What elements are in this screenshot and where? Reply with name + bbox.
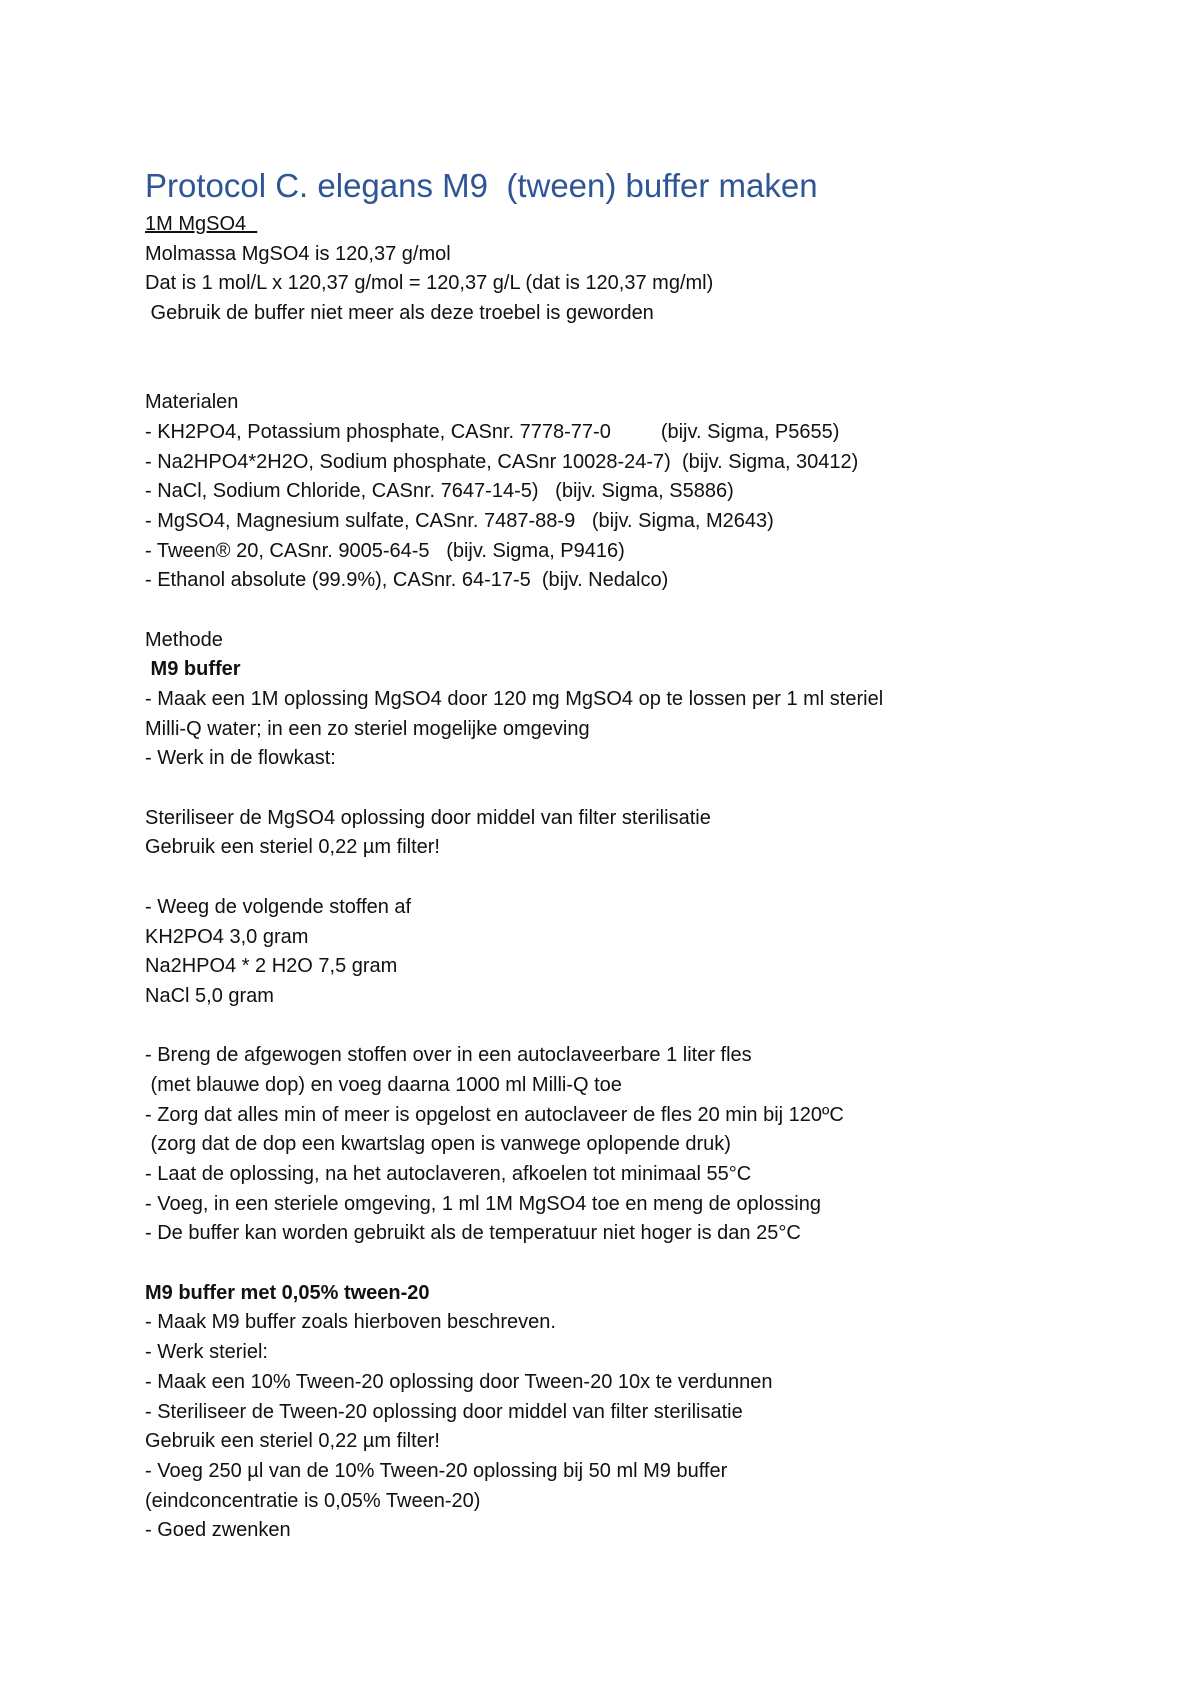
tween-buffer-heading: M9 buffer met 0,05% tween-20	[145, 1281, 430, 1304]
materialen-item: - Tween® 20, CASnr. 9005-64-5 (bijv. Sigma, P9416)	[145, 539, 625, 562]
m9-ingredient: NaCl 5,0 gram	[145, 984, 274, 1007]
m9-step: - Voeg, in een steriele omgeving, 1 ml 1M MgSO4 toe en meng de oplossing	[145, 1192, 821, 1215]
materialen-item: - KH2PO4, Potassium phosphate, CASnr. 7778-77-0 (bijv. Sigma, P5655)	[145, 420, 840, 443]
tween-step: - Maak M9 buffer zoals hierboven beschreven.	[145, 1311, 556, 1334]
m9-step: - Werk in de flowkast:	[145, 747, 336, 770]
m9-buffer-heading: M9 buffer	[145, 658, 241, 681]
spacer	[145, 1012, 1145, 1042]
methode-heading: Methode	[145, 628, 223, 651]
materialen-item: - MgSO4, Magnesium sulfate, CASnr. 7487-88-9 (bijv. Sigma, M2643)	[145, 509, 774, 532]
page-title: Protocol C. elegans M9 (tween) buffer maken	[145, 167, 818, 204]
tween-step: (eindconcentratie is 0,05% Tween-20)	[145, 1489, 481, 1512]
spacer	[145, 329, 1145, 388]
document-content	[145, 166, 1145, 1546]
m9-step: - Laat de oplossing, na het autoclaveren, afkoelen tot minimaal 55°C	[145, 1163, 752, 1186]
tween-step: - Voeg 250 µl van de 10% Tween-20 oplossing bij 50 ml M9 buffer	[145, 1459, 728, 1482]
spacer	[145, 1249, 1145, 1279]
m9-ingredient: KH2PO4 3,0 gram	[145, 925, 309, 948]
materialen-item: - NaCl, Sodium Chloride, CASnr. 7647-14-5) (bijv. Sigma, S5886)	[145, 480, 734, 503]
spacer	[145, 596, 1145, 626]
mgso4-line: Molmassa MgSO4 is 120,37 g/mol	[145, 242, 451, 265]
spacer	[145, 774, 1145, 804]
m9-step: - Weeg de volgende stoffen af	[145, 895, 412, 918]
tween-step: Gebruik een steriel 0,22 µm filter!	[145, 1430, 440, 1453]
materialen-item: - Ethanol absolute (99.9%), CASnr. 64-17-5 (bijv. Nedalco)	[145, 569, 669, 592]
m9-step: - De buffer kan worden gebruikt als de temperatuur niet hoger is dan 25°C	[145, 1222, 801, 1245]
tween-step: - Werk steriel:	[145, 1341, 268, 1364]
mgso4-heading: 1M MgSO4	[145, 213, 258, 235]
m9-step: Steriliseer de MgSO4 oplossing door middel van filter sterilisatie	[145, 806, 711, 829]
m9-step: - Maak een 1M oplossing MgSO4 door 120 mg MgSO4 op te lossen per 1 ml steriel	[145, 688, 884, 711]
materialen-item: - Na2HPO4*2H2O, Sodium phosphate, CASnr 10028-24-7) (bijv. Sigma, 30412)	[145, 450, 859, 473]
mgso4-line: Gebruik de buffer niet meer als deze troebel is geworden	[145, 302, 654, 325]
m9-step: (met blauwe dop) en voeg daarna 1000 ml Milli-Q toe	[145, 1073, 622, 1096]
spacer	[145, 863, 1145, 893]
materialen-heading: Materialen	[145, 391, 239, 414]
m9-step: - Zorg dat alles min of meer is opgelost en autoclaveer de fles 20 min bij 120ºC	[145, 1103, 844, 1126]
m9-step: (zorg dat de dop een kwartslag open is vanwege oplopende druk)	[145, 1133, 731, 1156]
tween-step: - Maak een 10% Tween-20 oplossing door Tween-20 10x te verdunnen	[145, 1370, 773, 1393]
tween-step: - Goed zwenken	[145, 1519, 291, 1542]
m9-step: Milli-Q water; in een zo steriel mogelijke omgeving	[145, 717, 590, 740]
m9-step: - Breng de afgewogen stoffen over in een autoclaveerbare 1 liter fles	[145, 1044, 752, 1067]
m9-step: Gebruik een steriel 0,22 µm filter!	[145, 836, 440, 859]
m9-ingredient: Na2HPO4 * 2 H2O 7,5 gram	[145, 955, 398, 978]
tween-step: - Steriliseer de Tween-20 oplossing door middel van filter sterilisatie	[145, 1400, 743, 1423]
mgso4-line: Dat is 1 mol/L x 120,37 g/mol = 120,37 g/L (dat is 120,37 mg/ml)	[145, 272, 714, 295]
